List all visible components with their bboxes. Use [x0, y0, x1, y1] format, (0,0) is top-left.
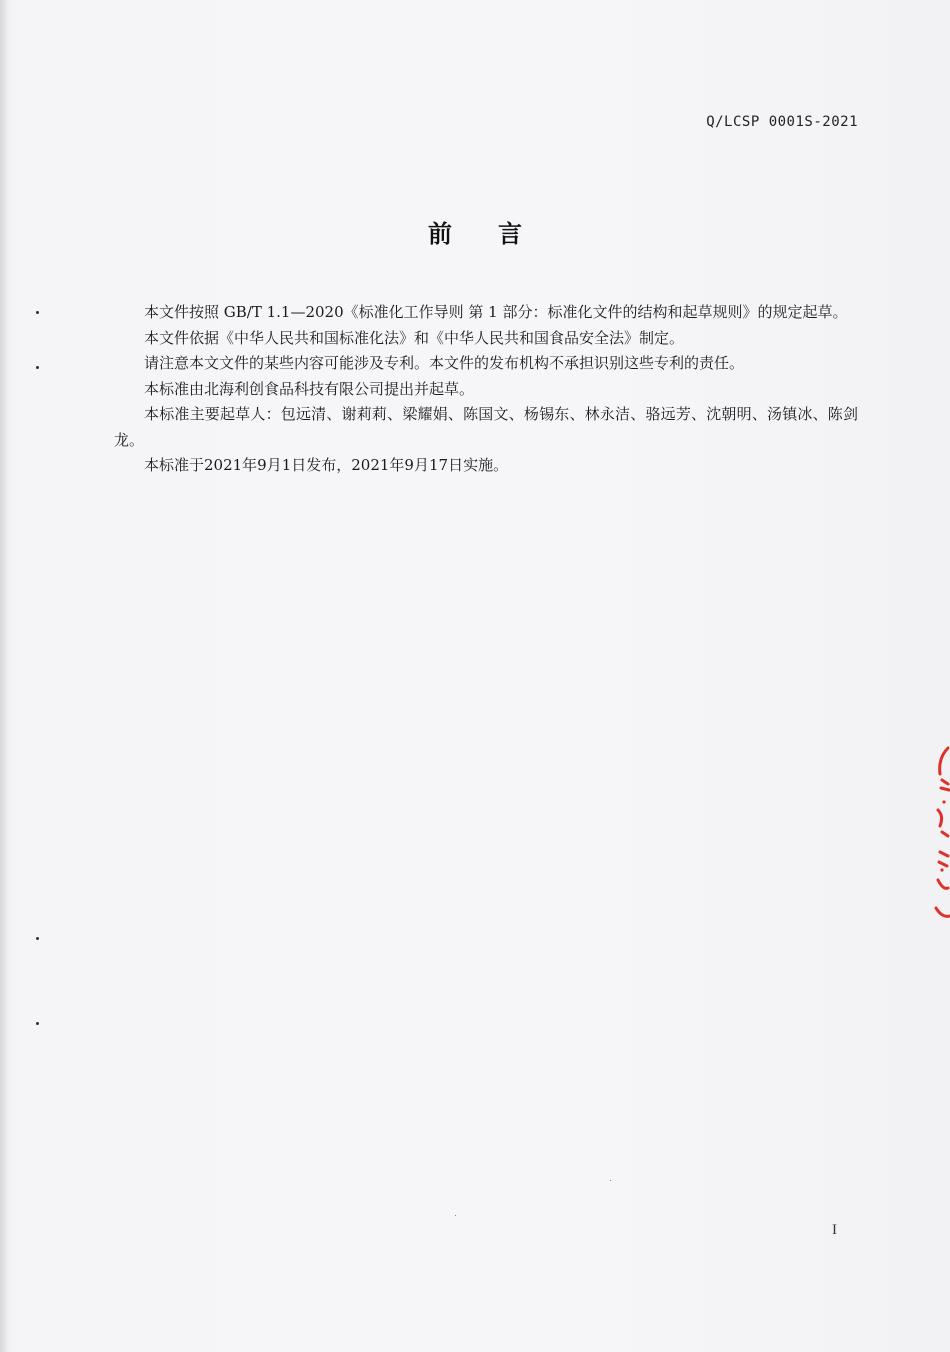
paragraph-release-dates: 本标准于2021年9月1日发布，2021年9月17日实施。: [144, 456, 509, 474]
paragraph-patent-notice: 请注意本文文件的某些内容可能涉及专利。本文件的发布机构不承担识别这些专利的责任。: [144, 354, 745, 372]
margin-mark: [36, 937, 39, 940]
scan-speck: [455, 1215, 456, 1216]
page-number: I: [832, 1222, 837, 1238]
document-code: Q/LCSP 0001S-2021: [706, 114, 858, 130]
paragraph-legal-basis: 本文件依据《中华人民共和国标准化法》和《中华人民共和国食品安全法》制定。: [144, 328, 685, 347]
paragraph-proposer: 本标准由北海利创食品科技有限公司提出并起草。: [144, 379, 475, 398]
margin-mark: [36, 366, 39, 369]
section-title: 前言: [428, 220, 568, 248]
paragraph-drafting-basis: 本文件按照 GB/T 1.1—2020《标准化工作导则 第 1 部分：标准化文件的结构和起草规则》的规定起草。: [144, 303, 848, 321]
scan-speck: [610, 1180, 611, 1181]
scan-edge-shadow: [0, 0, 8, 1352]
paragraph-drafters: 本标准主要起草人：包远清、谢莉莉、梁耀娟、陈国文、杨锡东、林永洁、骆远芳、沈朝明、汤镇冰、陈剑龙。: [114, 405, 858, 449]
seal-stamp-icon: [928, 740, 950, 930]
margin-mark: [36, 311, 39, 314]
margin-mark: [36, 1022, 39, 1025]
foreword-body: [114, 300, 858, 479]
